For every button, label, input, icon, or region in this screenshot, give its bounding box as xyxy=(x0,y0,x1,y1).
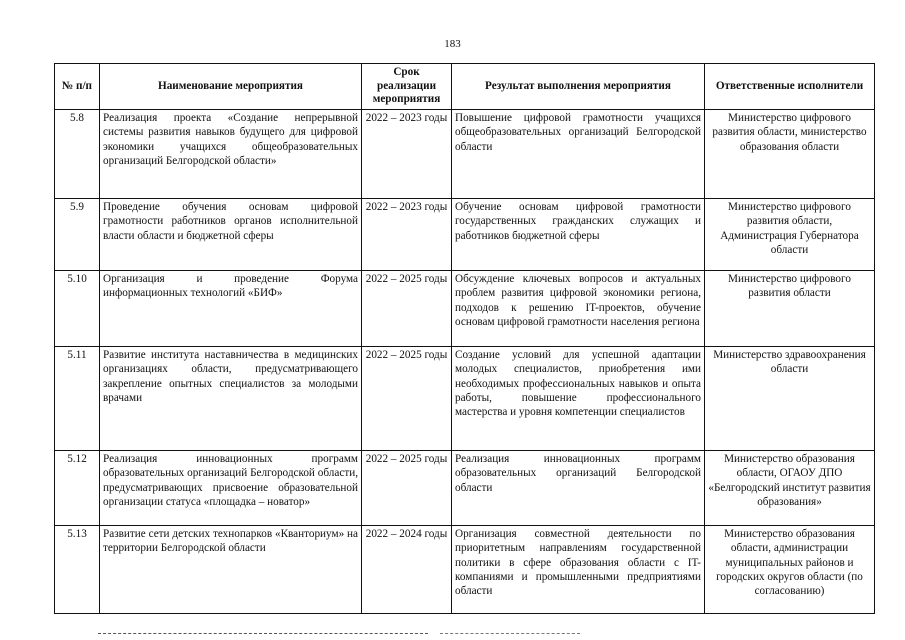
header-result: Результат выполнения мероприятия xyxy=(452,64,705,110)
header-term: Срок реализации мероприятия xyxy=(362,64,452,110)
row-number: 5.11 xyxy=(55,347,100,451)
header-name: Наименование мероприятия xyxy=(100,64,362,110)
footer-divider xyxy=(98,633,428,634)
measure-result: Организация совместной деятельности по приоритетным направлениям государственной политики в сфере образования области с IT-компаниями и промышленными предприятиями области xyxy=(452,526,705,614)
measure-responsible: Министерство здравоохранения области xyxy=(705,347,875,451)
measure-term: 2022 – 2025 годы xyxy=(362,451,452,526)
table-row xyxy=(55,347,875,451)
table-row xyxy=(55,199,875,271)
measures-table xyxy=(54,63,875,614)
table-row xyxy=(55,451,875,526)
header-row xyxy=(55,64,875,110)
measure-result: Реализация инновационных программ образовательных организаций Белгородской области xyxy=(452,451,705,526)
measure-term: 2022 – 2023 годы xyxy=(362,110,452,199)
table-row xyxy=(55,110,875,199)
measure-name: Проведение обучения основам цифровой грамотности работников органов исполнительной власти области и бюджетной сферы xyxy=(100,199,362,271)
row-number: 5.10 xyxy=(55,271,100,347)
measure-responsible: Министерство образования области, администрации муниципальных районов и городских округов области (по согласованию) xyxy=(705,526,875,614)
row-number: 5.12 xyxy=(55,451,100,526)
measure-term: 2022 – 2025 годы xyxy=(362,347,452,451)
header-responsible: Ответственные исполнители xyxy=(705,64,875,110)
measure-term: 2022 – 2024 годы xyxy=(362,526,452,614)
measure-responsible: Министерство цифрового развития области, Администрация Губернатора области xyxy=(705,199,875,271)
measure-result: Создание условий для успешной адаптации молодых специалистов, приобретения ими необходимых профессиональных навыков и опыта работы, повышение профессионального мастерства и уровня компетенции специалистов xyxy=(452,347,705,451)
header-num: № п/п xyxy=(55,64,100,110)
measure-result: Обсуждение ключевых вопросов и актуальных проблем развития цифровой экономики региона, подходов к решению IT-проектов, обучение основам цифровой грамотности населения региона xyxy=(452,271,705,347)
measure-name: Реализация проекта «Создание непрерывной системы развития навыков будущего для цифровой экономики учащихся общеобразовательных организаций Белгородской области» xyxy=(100,110,362,199)
measure-term: 2022 – 2023 годы xyxy=(362,199,452,271)
measure-name: Реализация инновационных программ образовательных организаций Белгородской области, предусматривающих присвоение образовательной организации статуса «площадка – новатор» xyxy=(100,451,362,526)
measure-responsible: Министерство образования области, ОГАОУ ДПО «Белгородский институт развития образования» xyxy=(705,451,875,526)
row-number: 5.8 xyxy=(55,110,100,199)
footer-divider xyxy=(440,633,580,634)
table-row xyxy=(55,526,875,614)
measure-name: Организация и проведение Форума информационных технологий «БИФ» xyxy=(100,271,362,347)
measure-result: Повышение цифровой грамотности учащихся общеобразовательных организаций Белгородской области xyxy=(452,110,705,199)
measure-responsible: Министерство цифрового развития области xyxy=(705,271,875,347)
measure-name: Развитие сети детских технопарков «Кванториум» на территории Белгородской области xyxy=(100,526,362,614)
measure-term: 2022 – 2025 годы xyxy=(362,271,452,347)
table-row xyxy=(55,271,875,347)
row-number: 5.9 xyxy=(55,199,100,271)
page-number: 183 xyxy=(444,38,461,50)
measure-responsible: Министерство цифрового развития области, министерство образования области xyxy=(705,110,875,199)
row-number: 5.13 xyxy=(55,526,100,614)
measure-result: Обучение основам цифровой грамотности государственных гражданских служащих и работников бюджетной сферы xyxy=(452,199,705,271)
measure-name: Развитие института наставничества в медицинских организациях области, предусматривающего закрепление опытных специалистов за молодыми врачами xyxy=(100,347,362,451)
